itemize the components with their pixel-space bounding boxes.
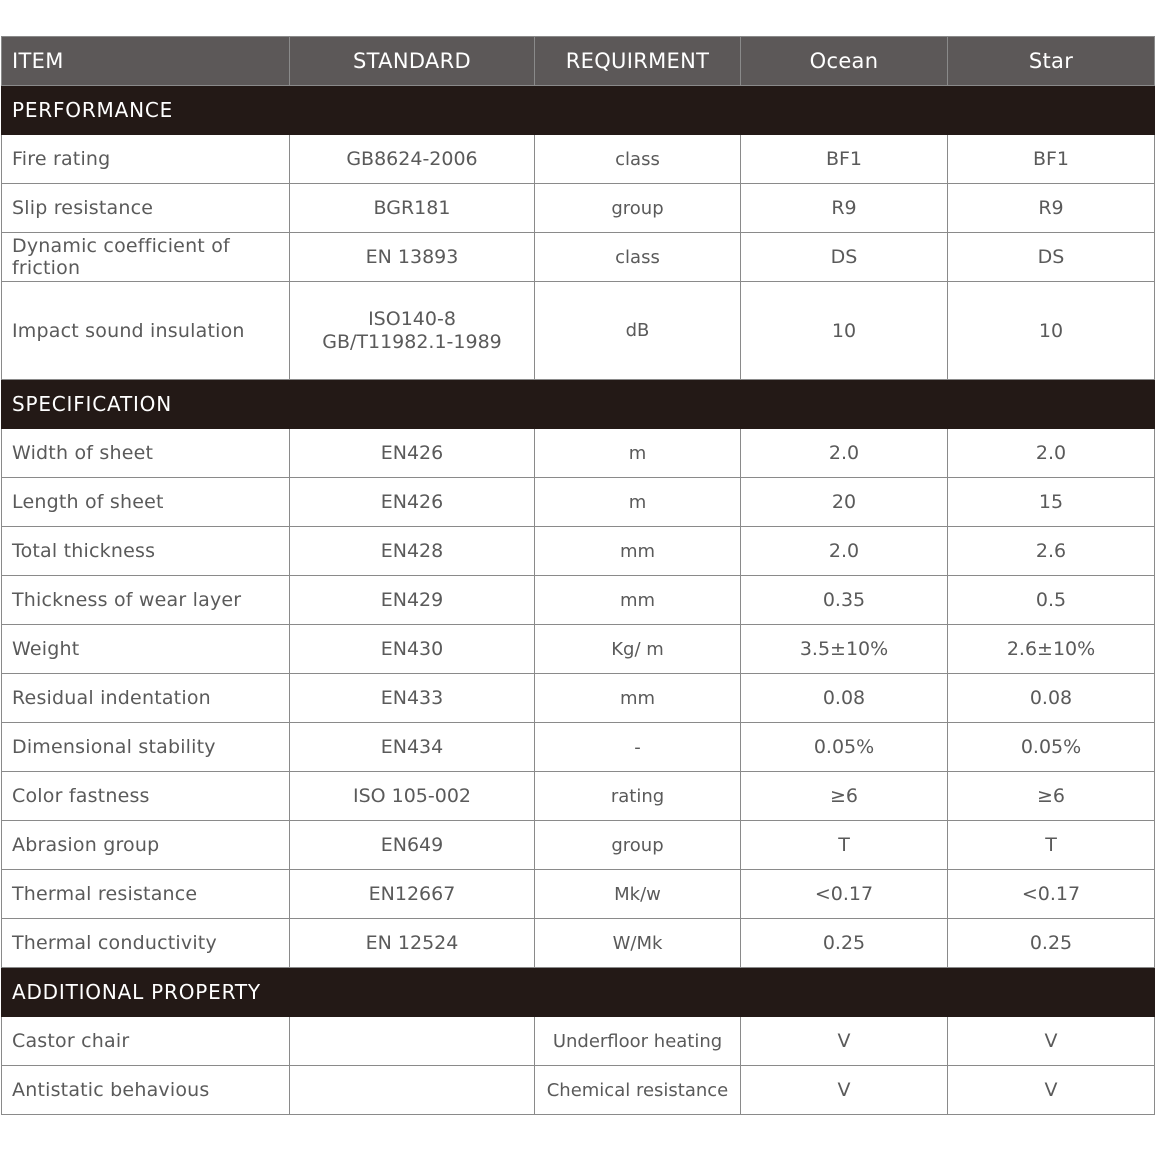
requirement-cell: m <box>535 429 741 478</box>
star-cell: 0.5 <box>948 576 1155 625</box>
ocean-cell: 20 <box>741 478 948 527</box>
header-standard: STANDARD <box>290 37 535 86</box>
star-cell: 2.0 <box>948 429 1155 478</box>
item-cell: Residual indentation <box>2 674 290 723</box>
table-row <box>2 674 1155 723</box>
star-cell: ≥6 <box>948 772 1155 821</box>
item-cell: Castor chair <box>2 1017 290 1066</box>
requirement-cell: mm <box>535 576 741 625</box>
section-title: PERFORMANCE <box>2 86 1155 135</box>
requirement-cell: mm <box>535 674 741 723</box>
standard-cell: EN12667 <box>290 870 535 919</box>
section-row-specification <box>2 380 1155 429</box>
table-row <box>2 233 1155 282</box>
ocean-cell: ≥6 <box>741 772 948 821</box>
table-row <box>2 527 1155 576</box>
item-cell: Thermal conductivity <box>2 919 290 968</box>
star-cell: 0.05% <box>948 723 1155 772</box>
table-row <box>2 429 1155 478</box>
header-item: ITEM <box>2 37 290 86</box>
spec-table <box>1 36 1155 1115</box>
ocean-cell: 10 <box>741 282 948 380</box>
ocean-cell: T <box>741 821 948 870</box>
item-cell: Weight <box>2 625 290 674</box>
standard-line-1: ISO140-8 <box>368 307 456 330</box>
star-cell: 2.6 <box>948 527 1155 576</box>
ocean-cell: 3.5±10% <box>741 625 948 674</box>
item-cell: Color fastness <box>2 772 290 821</box>
item-cell: Thickness of wear layer <box>2 576 290 625</box>
ocean-cell: <0.17 <box>741 870 948 919</box>
table-row <box>2 282 1155 380</box>
table-row <box>2 135 1155 184</box>
star-cell: 0.08 <box>948 674 1155 723</box>
star-cell: BF1 <box>948 135 1155 184</box>
table-row <box>2 478 1155 527</box>
standard-cell <box>290 282 535 380</box>
ocean-cell: V <box>741 1066 948 1115</box>
star-cell: 15 <box>948 478 1155 527</box>
ocean-cell: V <box>741 1017 948 1066</box>
requirement-cell: group <box>535 184 741 233</box>
requirement-cell: dB <box>535 282 741 380</box>
star-cell: <0.17 <box>948 870 1155 919</box>
standard-cell: EN426 <box>290 429 535 478</box>
standard-cell: BGR181 <box>290 184 535 233</box>
table-row <box>2 723 1155 772</box>
star-cell: DS <box>948 233 1155 282</box>
item-cell: Fire rating <box>2 135 290 184</box>
header-ocean: Ocean <box>741 37 948 86</box>
item-cell: Slip resistance <box>2 184 290 233</box>
item-cell: Abrasion group <box>2 821 290 870</box>
standard-cell: EN 13893 <box>290 233 535 282</box>
ocean-cell: 2.0 <box>741 429 948 478</box>
requirement-cell: group <box>535 821 741 870</box>
standard-cell: GB8624-2006 <box>290 135 535 184</box>
star-cell: 2.6±10% <box>948 625 1155 674</box>
table-row <box>2 870 1155 919</box>
requirement-cell: Kg/ m <box>535 625 741 674</box>
ocean-cell: DS <box>741 233 948 282</box>
standard-cell: EN429 <box>290 576 535 625</box>
star-cell: T <box>948 821 1155 870</box>
header-row <box>2 37 1155 86</box>
standard-cell: EN649 <box>290 821 535 870</box>
header-requirement: REQUIRMENT <box>535 37 741 86</box>
standard-cell <box>290 1066 535 1115</box>
standard-line-2: GB/T11982.1-1989 <box>322 330 502 353</box>
item-cell: Impact sound insulation <box>2 282 290 380</box>
ocean-cell: 0.25 <box>741 919 948 968</box>
table-row <box>2 625 1155 674</box>
ocean-cell: BF1 <box>741 135 948 184</box>
item-cell: Thermal resistance <box>2 870 290 919</box>
standard-cell: EN 12524 <box>290 919 535 968</box>
ocean-cell: 2.0 <box>741 527 948 576</box>
table-row <box>2 576 1155 625</box>
item-cell: Dynamic coefficient of friction <box>2 233 290 282</box>
section-title: SPECIFICATION <box>2 380 1155 429</box>
standard-cell: EN426 <box>290 478 535 527</box>
requirement-cell: Mk/w <box>535 870 741 919</box>
star-cell: 0.25 <box>948 919 1155 968</box>
table-row <box>2 919 1155 968</box>
requirement-cell: rating <box>535 772 741 821</box>
header-star: Star <box>948 37 1155 86</box>
table-row <box>2 1066 1155 1115</box>
ocean-cell: R9 <box>741 184 948 233</box>
table-row <box>2 184 1155 233</box>
star-cell: V <box>948 1017 1155 1066</box>
standard-cell <box>290 1017 535 1066</box>
section-row-performance <box>2 86 1155 135</box>
item-cell: Dimensional stability <box>2 723 290 772</box>
star-cell: R9 <box>948 184 1155 233</box>
ocean-cell: 0.05% <box>741 723 948 772</box>
star-cell: V <box>948 1066 1155 1115</box>
table-row <box>2 772 1155 821</box>
star-cell: 10 <box>948 282 1155 380</box>
item-cell: Width of sheet <box>2 429 290 478</box>
section-title: ADDITIONAL PROPERTY <box>2 968 1155 1017</box>
requirement-cell: class <box>535 233 741 282</box>
ocean-cell: 0.35 <box>741 576 948 625</box>
standard-cell: EN428 <box>290 527 535 576</box>
requirement-cell: Chemical resistance <box>535 1066 741 1115</box>
ocean-cell: 0.08 <box>741 674 948 723</box>
item-cell: Length of sheet <box>2 478 290 527</box>
requirement-cell: - <box>535 723 741 772</box>
standard-cell: EN430 <box>290 625 535 674</box>
section-row-additional <box>2 968 1155 1017</box>
requirement-cell: m <box>535 478 741 527</box>
requirement-cell: class <box>535 135 741 184</box>
standard-cell: EN433 <box>290 674 535 723</box>
requirement-cell: mm <box>535 527 741 576</box>
requirement-cell: Underfloor heating <box>535 1017 741 1066</box>
item-cell: Total thickness <box>2 527 290 576</box>
table-row <box>2 821 1155 870</box>
requirement-cell: W/Mk <box>535 919 741 968</box>
standard-cell: ISO 105-002 <box>290 772 535 821</box>
standard-cell: EN434 <box>290 723 535 772</box>
table-row <box>2 1017 1155 1066</box>
item-cell: Antistatic behavious <box>2 1066 290 1115</box>
